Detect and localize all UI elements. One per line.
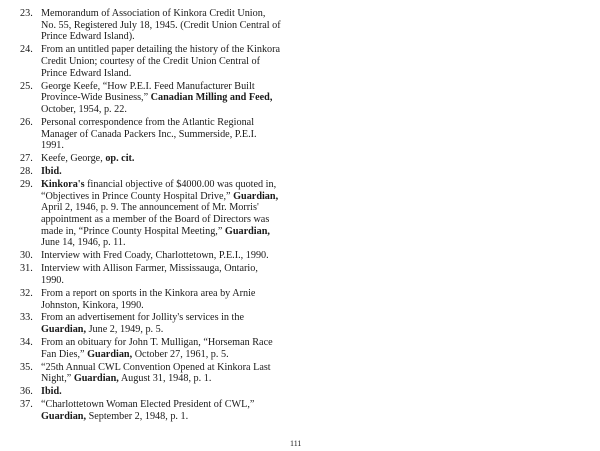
endnote-segment: Interview with Fred Coady, Charlottetown, P.E.I., 1990. bbox=[41, 250, 269, 262]
endnote-bold-segment: Guardian, bbox=[73, 373, 119, 385]
endnote-bold-segment: Ibid. bbox=[41, 386, 62, 398]
endnote-segment: From an advertisement for Jollity's services in the bbox=[41, 312, 244, 324]
endnote-segment: Personal correspondence from the Atlantic Regional Manager of Canada Packers Inc., Summerside, P.E.I. 1991. bbox=[41, 116, 257, 152]
endnote-item bbox=[20, 312, 282, 335]
endnote-number: 35. bbox=[20, 361, 33, 373]
endnote-text bbox=[41, 8, 282, 43]
endnote-item bbox=[20, 288, 282, 311]
endnote-bold-segment: Guardian, bbox=[233, 190, 279, 202]
endnote-item bbox=[20, 8, 282, 43]
endnote-number: 26. bbox=[20, 116, 33, 128]
endnote-number: 34. bbox=[20, 337, 33, 349]
endnote-bold-segment: Guardian, bbox=[41, 324, 87, 336]
endnote-item bbox=[20, 399, 282, 422]
endnotes-list bbox=[20, 8, 282, 424]
endnote-segment: From an untitled paper detailing the history of the Kinkora Credit Union; courtesy of the Credit Union Central of Prince Edward Island. bbox=[41, 44, 281, 79]
endnote-segment: financial objective of $4000.00 was quoted in, “Objectives in Prince County Hospital Drive,” bbox=[41, 178, 277, 202]
endnote-number: 24. bbox=[20, 44, 33, 56]
endnote-bold-segment: Guardian, bbox=[224, 225, 270, 237]
endnote-item bbox=[20, 117, 282, 152]
endnote-segment: Memorandum of Association of Kinkora Credit Union, No. 55, Registered July 18, 1945. (Credit Union Central of Prince Edward Island). bbox=[41, 8, 281, 43]
endnote-text bbox=[41, 179, 282, 249]
endnote-number: 29. bbox=[20, 178, 33, 190]
endnote-segment: September 2, 1948, p. 1. bbox=[86, 410, 189, 422]
endnote-number: 30. bbox=[20, 250, 33, 262]
endnote-item bbox=[20, 263, 282, 286]
endnote-text bbox=[41, 117, 282, 152]
endnote-item bbox=[20, 362, 282, 385]
endnote-text bbox=[41, 81, 282, 116]
endnote-text bbox=[41, 153, 282, 165]
endnote-item bbox=[20, 44, 282, 79]
endnote-item bbox=[20, 166, 282, 178]
endnote-text bbox=[41, 386, 282, 398]
endnote-segment: June 14, 1946, p. 11. bbox=[41, 237, 126, 249]
endnote-number: 23. bbox=[20, 8, 33, 19]
endnote-number: 28. bbox=[20, 166, 33, 178]
endnote-segment: October, 1954, p. 22. bbox=[41, 104, 127, 115]
endnote-item bbox=[20, 386, 282, 398]
endnote-number: 25. bbox=[20, 80, 33, 92]
endnote-number: 32. bbox=[20, 287, 33, 299]
endnote-text bbox=[41, 312, 282, 335]
endnote-text bbox=[41, 288, 282, 311]
endnote-segment: “Charlottetown Woman Elected President of CWL,” bbox=[41, 399, 255, 411]
endnote-segment: From an obituary for John T. Mulligan, “Horseman Race Fan Dies,” bbox=[41, 337, 273, 360]
endnote-segment: George Keefe, “How P.E.I. Feed Manufacturer Built Province-Wide Business,” bbox=[41, 80, 255, 104]
endnote-segment: August 31, 1948, p. 1. bbox=[118, 373, 212, 385]
endnote-segment: June 2, 1949, p. 5. bbox=[86, 324, 164, 336]
endnote-item bbox=[20, 179, 282, 249]
endnote-item bbox=[20, 153, 282, 165]
endnote-text bbox=[41, 263, 282, 286]
endnote-item bbox=[20, 250, 282, 262]
endnote-text bbox=[41, 337, 282, 360]
endnote-bold-segment: Kinkora's bbox=[41, 178, 85, 190]
endnote-text bbox=[41, 166, 282, 178]
page-number: 111 bbox=[290, 439, 302, 448]
endnote-bold-segment: Canadian Milling and Feed, bbox=[150, 92, 273, 104]
endnote-segment: “25th Annual CWL Convention Opened at Kinkora Last Night,” bbox=[41, 361, 271, 385]
endnote-number: 27. bbox=[20, 153, 33, 165]
endnote-item bbox=[20, 337, 282, 360]
endnote-bold-segment: Ibid. bbox=[41, 166, 62, 178]
endnote-text bbox=[41, 362, 282, 385]
endnote-segment: April 2, 1946, p. 9. The announcement of Mr. Morris' appointment as a member of the Board of Directors was made in, “Prince County Hospital Meeting,” bbox=[41, 202, 270, 237]
endnote-text bbox=[41, 250, 282, 262]
endnote-text bbox=[41, 399, 282, 422]
endnote-number: 37. bbox=[20, 399, 33, 411]
endnote-number: 33. bbox=[20, 312, 33, 324]
endnote-item bbox=[20, 81, 282, 116]
endnote-bold-segment: Guardian, bbox=[41, 410, 87, 422]
endnote-segment: October 27, 1961, p. 5. bbox=[132, 348, 229, 360]
endnote-bold-segment: Guardian, bbox=[87, 348, 133, 360]
endnote-number: 36. bbox=[20, 386, 33, 398]
endnote-segment: Keefe, George, bbox=[41, 153, 106, 165]
endnote-text bbox=[41, 44, 282, 79]
endnote-number: 31. bbox=[20, 263, 33, 275]
endnote-segment: From a report on sports in the Kinkora area by Arnie Johnston, Kinkora, 1990. bbox=[41, 287, 256, 311]
endnote-segment: Interview with Allison Farmer, Mississauga, Ontario, 1990. bbox=[41, 263, 258, 286]
endnote-bold-segment: op. cit. bbox=[105, 153, 135, 165]
